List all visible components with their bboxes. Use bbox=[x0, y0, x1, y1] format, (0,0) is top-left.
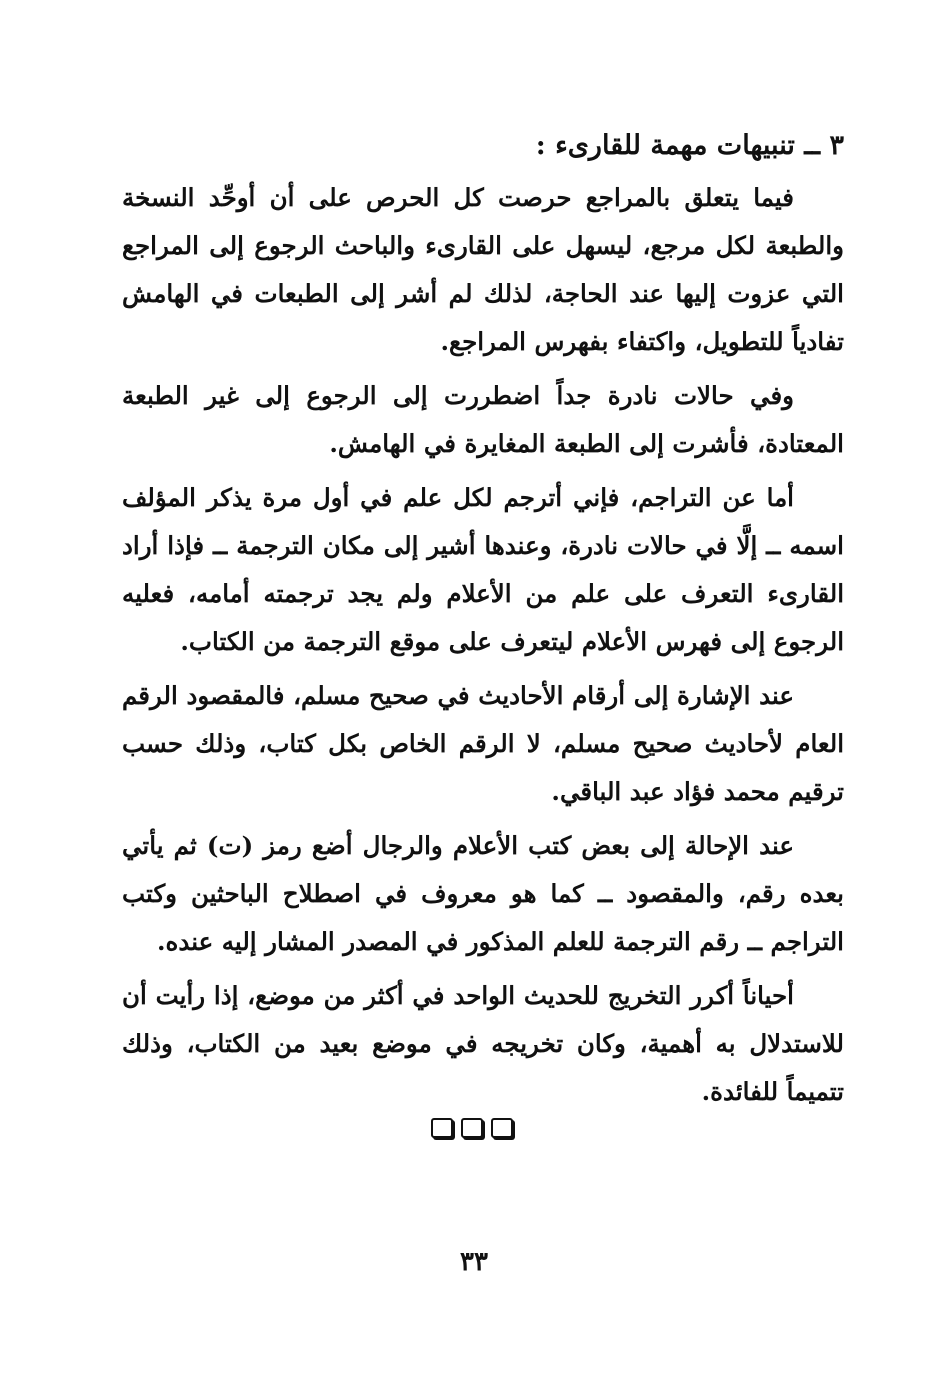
paragraph-biography-symbol: عند الإحالة إلى بعض كتب الأعلام والرجال أضع رمز (ت) ثم يأتي بعده رقم، والمقصود ــ كما هو معروف في اصطلاح الباحثين وكتب التراجم ــ رقم الترجمة للعلم المذكور في المصدر المشار إليه عنده. bbox=[122, 831, 844, 956]
paragraph-rare-editions: وفي حالات نادرة جداً اضطررت إلى الرجوع إلى غير الطبعة المعتادة، فأشرت إلى الطبعة المغايرة في الهامش. bbox=[122, 381, 844, 458]
page-number: ٣٣ bbox=[460, 1247, 488, 1277]
square-ornament-icon bbox=[491, 1118, 513, 1138]
paragraph-muslim-hadith-numbers: عند الإشارة إلى أرقام الأحاديث في صحيح مسلم، فالمقصود الرقم العام لأحاديث صحيح مسلم، لا الرقم الخاص بكل كتاب، وذلك حسب ترقيم محمد فؤاد عبد الباقي. bbox=[122, 681, 844, 806]
paragraph-biographies: أما عن التراجم، فإني أترجم لكل علم في أول مرة يذكر المؤلف اسمه ــ إلَّا في حالات نادرة، وعندها أشير إلى مكان الترجمة ــ فإذا أراد القارىء التعرف على علم من الأعلام ولم يجد ترجمته أمامه، فعليه الرجوع إلى فهرس الأعلام ليتعرف على موقع الترجمة من الكتاب. bbox=[122, 483, 844, 656]
paragraph-repeated-takhrij: أحياناً أكرر التخريج للحديث الواحد في أكثر من موضع، إذا رأيت أن للاستدلال به أهمية، وكان تخريجه في موضع بعيد من الكتاب، وذلك تتميماً للفائدة. bbox=[122, 981, 844, 1106]
section-separator bbox=[431, 1118, 527, 1144]
square-ornament-icon bbox=[461, 1118, 483, 1138]
paragraph-references: فيما يتعلق بالمراجع حرصت كل الحرص على أن أوحِّد النسخة والطبعة لكل مرجع، ليسهل على القارىء والباحث الرجوع إلى المراجع التي عزوت إليها عند الحاجة، لذلك لم أشر إلى الطبعات في الهامش تفادياً للتطويل، واكتفاء بفهرس المراجع. bbox=[122, 183, 844, 356]
section-heading: ٣ ــ تنبيهات مهمة للقارىء : bbox=[535, 130, 844, 161]
page-content bbox=[122, 126, 844, 1122]
square-ornament-icon bbox=[431, 1118, 453, 1138]
